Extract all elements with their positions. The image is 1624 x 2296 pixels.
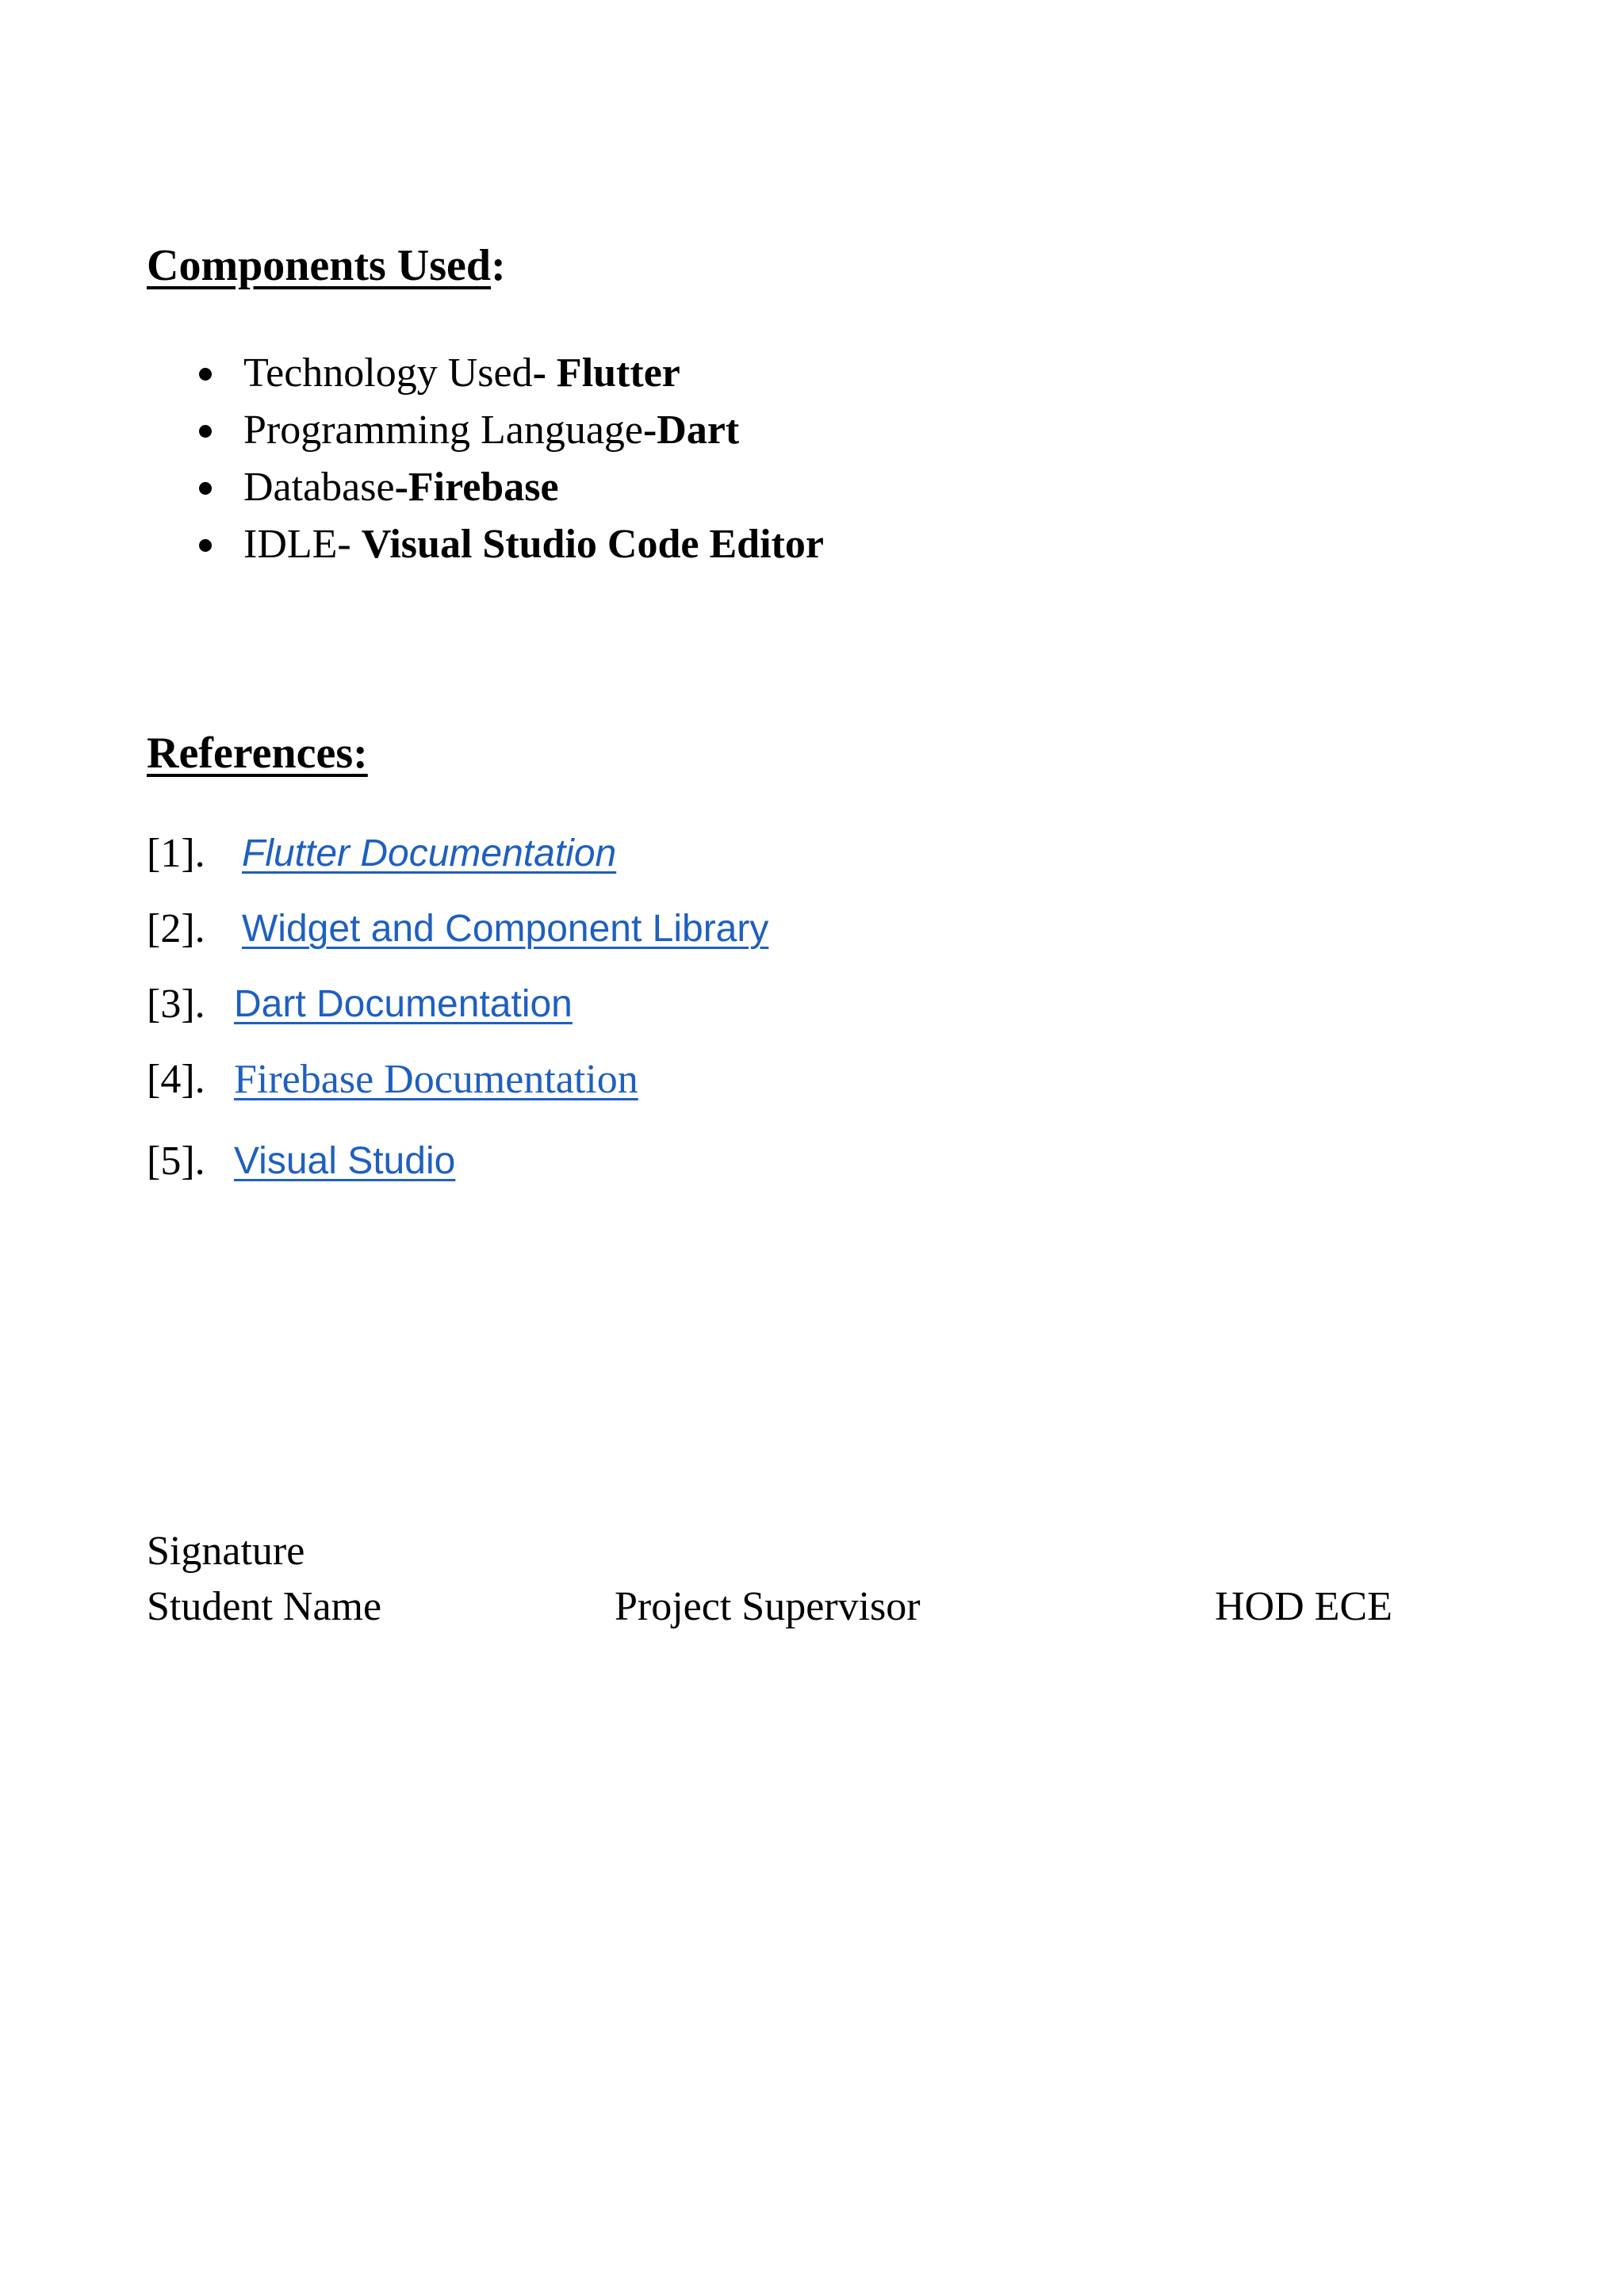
components-heading-text: Components Used <box>147 241 492 290</box>
reference-link-dart-docs[interactable]: Dart Documentation <box>234 983 573 1025</box>
component-text <box>243 402 739 459</box>
component-value: - Flutter <box>532 350 680 396</box>
components-heading <box>147 243 506 288</box>
bullet-icon <box>199 368 212 381</box>
hod-ece-label: HOD ECE <box>1215 1584 1392 1629</box>
student-name-label: Student Name <box>147 1584 382 1629</box>
reference-link-firebase-docs[interactable]: Firebase Documentation <box>234 1057 638 1102</box>
component-label: Technology Used <box>243 350 533 396</box>
component-value: Visual Studio Code Editor <box>361 522 824 567</box>
bullet-icon <box>199 482 212 495</box>
component-text <box>243 345 680 402</box>
reference-number: [2]. <box>147 906 205 951</box>
component-text <box>243 459 559 516</box>
component-text <box>243 516 824 573</box>
references-heading-text: References: <box>147 729 368 778</box>
component-label: Programming Language <box>243 408 643 453</box>
bullet-icon <box>199 425 212 438</box>
bullet-icon <box>199 539 212 552</box>
component-label: IDLE- <box>243 522 362 567</box>
reference-number: [4]. <box>147 1057 205 1102</box>
reference-number: [1]. <box>147 831 205 876</box>
component-value: -Firebase <box>394 465 559 510</box>
component-label: Database <box>243 465 395 510</box>
reference-link-flutter-docs[interactable]: Flutter Documentation <box>242 832 617 874</box>
components-heading-colon: : <box>491 241 506 290</box>
reference-link-widget-library[interactable]: Widget and Component Library <box>242 908 769 950</box>
references-heading <box>147 729 368 778</box>
reference-number: [3]. <box>147 982 205 1027</box>
reference-number: [5]. <box>147 1138 205 1184</box>
reference-link-visual-studio[interactable]: Visual Studio <box>234 1140 456 1182</box>
signature-label: Signature <box>147 1529 305 1574</box>
project-supervisor-label: Project Supervisor <box>615 1584 921 1629</box>
component-value: -Dart <box>642 408 740 453</box>
